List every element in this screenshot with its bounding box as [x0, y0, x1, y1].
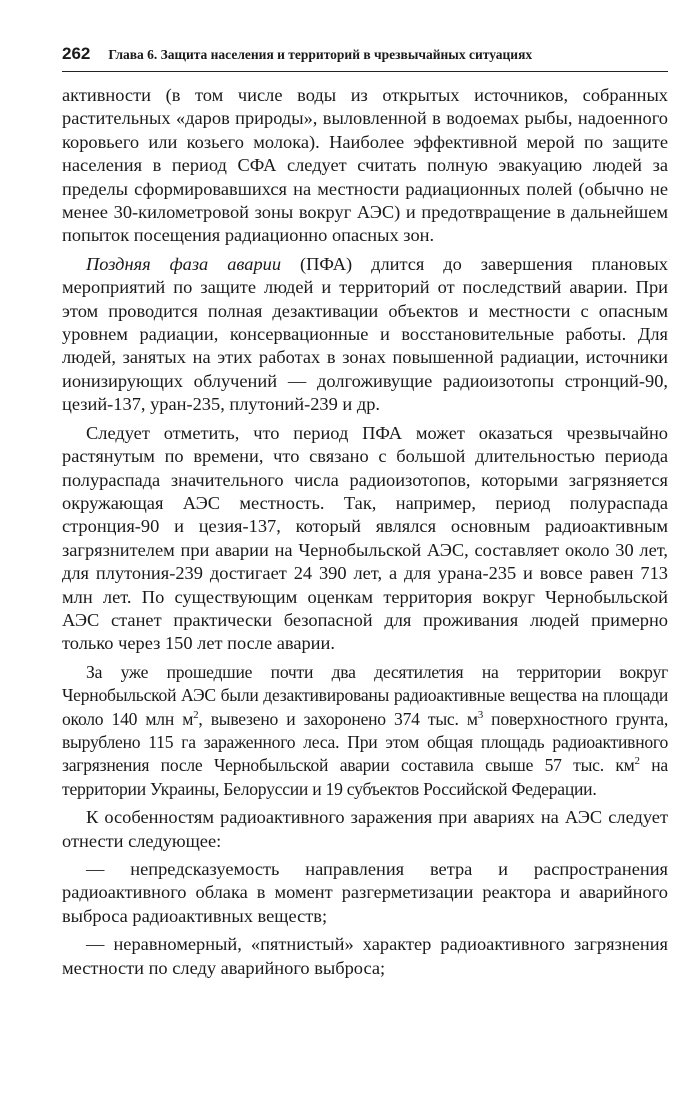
superscript-squared-km: 2 [634, 755, 640, 768]
chapter-title: Глава 6. Защита населения и территорий в чрезвычайных ситуациях [108, 47, 533, 62]
list-item-wind: — непредсказуемость направления ветра и распространения радиоактивного облака в момент разгерметизации реактора и аварийного выброса радиоактивных веществ; [62, 859, 668, 926]
superscript-cubed: 3 [477, 708, 483, 721]
paragraph-late-phase-text: (ПФА) длится до завершения плановых мероприятий по защите людей и территорий от последствий аварии. При этом проводится полная дезактивации объектов и местности с опасным уровнем радиации, консервационные и восстановительные работы. Для людей, занятых на этих работах в зонах повышенной радиации, источники ионизирующих облучений — долгоживущие радиоизотопы стронций-90, цезий-137, уран-235, плутоний-239 и др. [62, 253, 669, 415]
paragraph-continued: активности (в том числе воды из открытых источников, собранных растительных «даров природы», выловленной в водоемах рыбы, надоенного коровьего или козьего молока). Наиболее эффективной мерой по защите населения в период СФА следует считать полную эвакуацию людей за пределы сформировавшихся на местности радиационных полей (обычно не менее 30-километровой зоны вокруг АЭС) и предотвращение в дальнейшем попыток посещения радиационно опасных зон. [62, 85, 668, 246]
body-text [62, 84, 668, 980]
decontamination-text-2: , вывезено и захоронено 374 тыс. м [198, 708, 478, 729]
decontamination-text-3: поверхностного грунта, вырублено 115 га зараженного леса. При этом общая площадь радиоактивного загрязнения после Чернобыльской аварии составила свыше 57 тыс. км [62, 708, 669, 776]
decontamination-text-1: За уже прошедшие почти два десятилетия на территории вокруг Чернобыльской АЭС были дезактивированы радиоактивные вещества на площади около 140 млн м [62, 661, 668, 729]
paragraph-late-phase [62, 253, 668, 417]
decontamination-text-4: на территории Украины, Белоруссии и 19 субъектов Российской Федерации. [62, 755, 668, 799]
page-number: 262 [62, 44, 91, 63]
superscript-squared: 2 [193, 708, 199, 721]
book-page [62, 44, 668, 980]
term-late-phase: Поздняя фаза аварии [86, 253, 282, 274]
list-item-spotty: — неравномерный, «пятнистый» характер радиоактивного загрязнения местности по следу аварийного выброса; [62, 934, 668, 978]
running-head [62, 44, 668, 72]
paragraph-half-life: Следует отметить, что период ПФА может оказаться чрезвычайно растянутым по времени, что связано с большой длительностью периода полураспада значительного числа радиоизотопов, которыми загрязняется окружающая АЭС местность. Так, например, период полураспада стронция-90 и цезия-137, который являлся основным радиоактивным загрязнителем при аварии на Чернобыльской АЭС, составляет около 30 лет, для плутония-239 достигает 24 390 лет, а для урана-235 и вовсе равен 713 млн лет. По существующим оценкам территория вокруг Чернобыльской АЭС станет практически безопасной для проживания людей примерно только через 150 лет после аварии. [62, 422, 668, 654]
paragraph-decontamination [62, 661, 668, 801]
paragraph-features-intro: К особенностям радиоактивного заражения при авариях на АЭС следует отнести следующее: [62, 807, 668, 851]
